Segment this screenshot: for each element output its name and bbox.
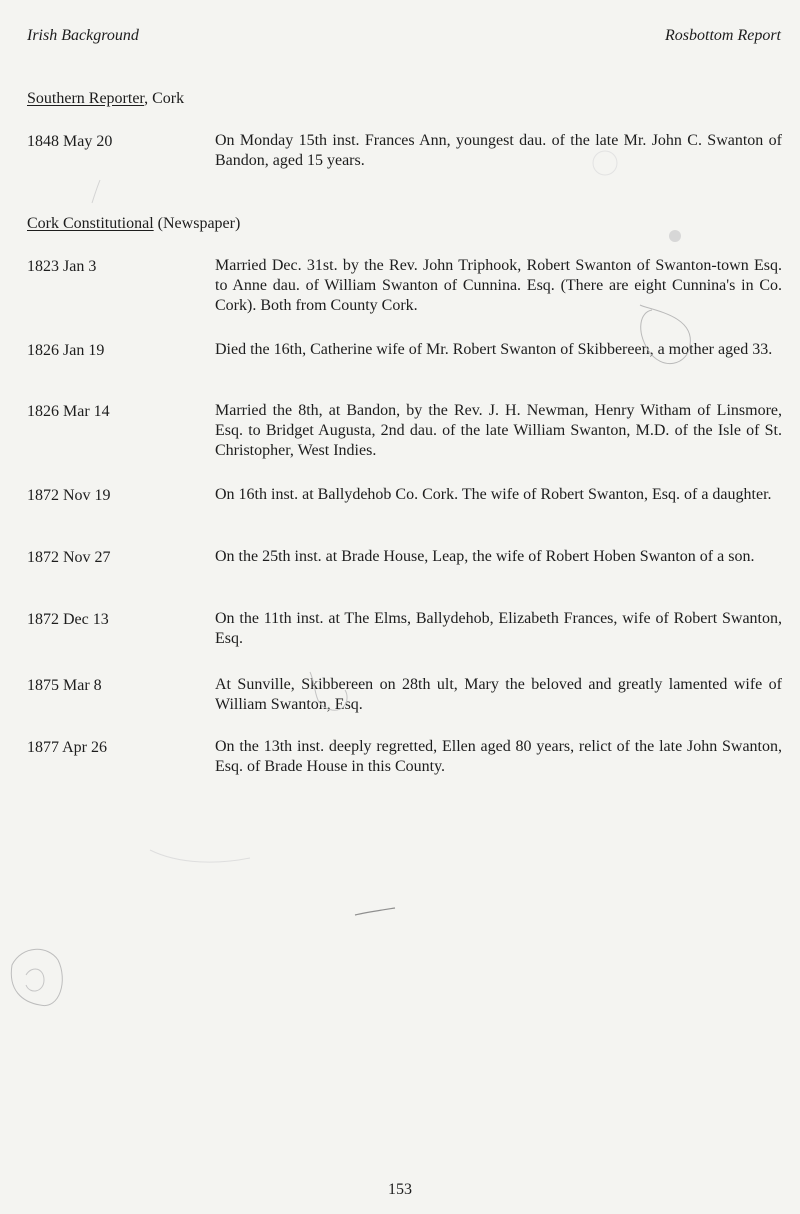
- running-header-right: Rosbottom Report: [665, 27, 781, 44]
- entry-date: 1872 Nov 27: [27, 549, 111, 566]
- page-number: 153: [388, 1181, 412, 1198]
- entry-date: 1872 Nov 19: [27, 487, 111, 504]
- entry-date: 1823 Jan 3: [27, 258, 97, 275]
- entry-text: At Sunville, Skibbereen on 28th ult, Mary the beloved and greatly lamented wife of William Swanton, Esq.: [215, 676, 782, 713]
- newspaper-place: , Cork: [144, 90, 185, 107]
- entry-date: 1826 Mar 14: [27, 403, 110, 420]
- entry-text: Married Dec. 31st. by the Rev. John Triphook, Robert Swanton of Swanton-town Esq. to Anne dau. of William Swanton of Cunnina. Esq. (There are eight Cunnina's in Co. Cork). Both from County Cork.: [215, 257, 782, 314]
- entry-text: On the 25th inst. at Brade House, Leap, the wife of Robert Hoben Swanton of a son.: [215, 548, 755, 565]
- entry-date: 1826 Jan 19: [27, 342, 105, 359]
- entry-date: 1877 Apr 26: [27, 739, 107, 756]
- running-header-left: Irish Background: [27, 27, 139, 44]
- section-title-cork-constitutional: [27, 214, 240, 234]
- entry-text: Died the 16th, Catherine wife of Mr. Robert Swanton of Skibbereen, a mother aged 33.: [215, 341, 773, 358]
- entry-text: On Monday 15th inst. Frances Ann, youngest dau. of the late Mr. John C. Swanton of Bandon, aged 15 years.: [215, 132, 782, 169]
- entry-text: Married the 8th, at Bandon, by the Rev. J. H. Newman, Henry Witham of Linsmore, Esq. to Bridget Augusta, 2nd dau. of the late William Swanton, M.D. of the Isle of St. Christopher, West Indies.: [215, 402, 782, 459]
- newspaper-name: Southern Reporter: [27, 90, 145, 107]
- newspaper-place: (Newspaper): [153, 215, 241, 232]
- section-title-southern-reporter: [27, 89, 184, 109]
- entry-date: 1875 Mar 8: [27, 677, 102, 694]
- newspaper-name: Cork Constitutional: [27, 215, 154, 232]
- entry-date: 1872 Dec 13: [27, 611, 109, 628]
- entry-date: 1848 May 20: [27, 133, 113, 150]
- entry-text: On the 11th inst. at The Elms, Ballydehob, Elizabeth Frances, wife of Robert Swanton, Esq.: [215, 610, 782, 647]
- entry-text: On the 13th inst. deeply regretted, Ellen aged 80 years, relict of the late John Swanton, Esq. of Brade House in this County.: [215, 738, 782, 775]
- entry-text: On 16th inst. at Ballydehob Co. Cork. The wife of Robert Swanton, Esq. of a daughter.: [215, 486, 772, 503]
